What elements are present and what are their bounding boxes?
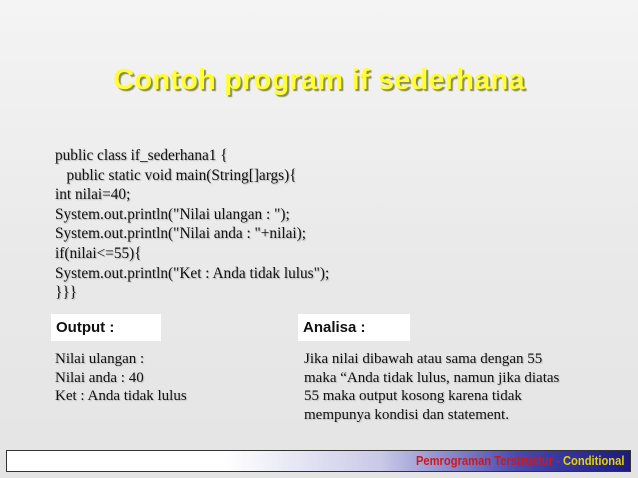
output-line: Nilai ulangan : [55, 351, 145, 367]
analisa-line: 55 maka output kosong karena tidak [304, 388, 522, 404]
code-block [55, 146, 329, 303]
code-line: int nilai=40; [55, 186, 131, 204]
code-line: System.out.println("Ket : Anda tidak lulus"); [55, 264, 330, 282]
analisa-line: Jika nilai dibawah atau sama dengan 55 [304, 351, 543, 367]
code-line: System.out.println("Nilai ulangan : "); [55, 205, 290, 223]
analisa-label: Analisa : [298, 314, 410, 341]
footer-topic: Conditional [562, 453, 624, 468]
output-text [55, 350, 187, 406]
footer-course: Pemrograman Terstruktur - [415, 453, 563, 468]
slide-title: Contoh program if sederhana [113, 64, 525, 96]
footer-title [415, 452, 624, 470]
code-line: }}} [55, 284, 78, 302]
analisa-line: maka “Anda tidak lulus, namun jika diatas [304, 369, 560, 386]
code-line: if(nilai<=55){ [55, 244, 142, 262]
analisa-text [304, 350, 604, 424]
code-line: System.out.println("Nilai anda : "+nilai); [55, 225, 306, 243]
analisa-line: mempunya kondisi dan statement. [304, 406, 509, 423]
output-line: Nilai anda : 40 [55, 369, 144, 386]
code-line: public static void main(String[]args){ [55, 166, 297, 184]
footer-bar [6, 450, 631, 472]
output-line: Ket : Anda tidak lulus [55, 388, 187, 404]
code-line: public class if_sederhana1 { [55, 147, 228, 164]
output-label: Output : [51, 314, 161, 341]
